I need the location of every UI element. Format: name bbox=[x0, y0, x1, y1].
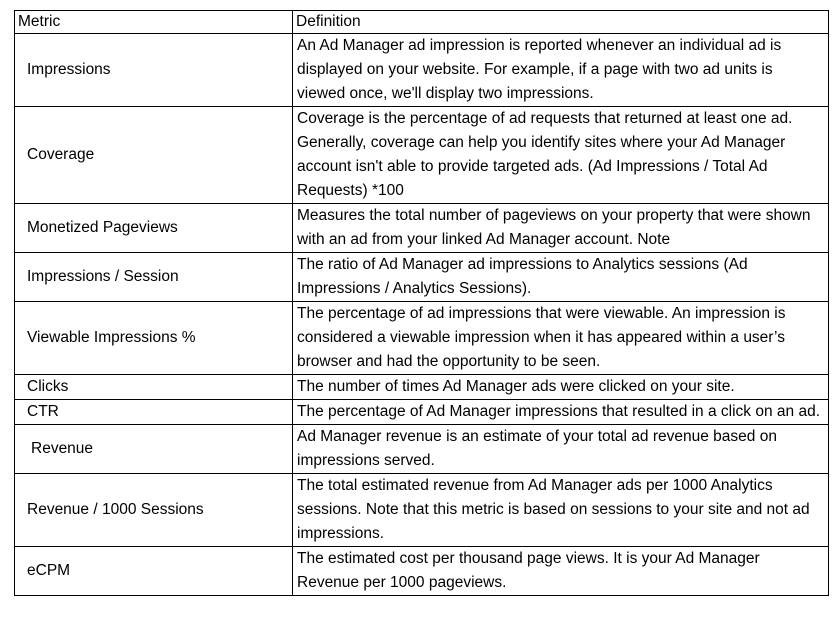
table-row bbox=[15, 400, 829, 425]
metric-cell: Coverage bbox=[15, 107, 293, 204]
metric-cell: Clicks bbox=[15, 375, 293, 400]
header-metric: Metric bbox=[15, 11, 293, 34]
metrics-table-container bbox=[14, 10, 829, 596]
definition-cell: The percentage of ad impressions that were viewable. An impression is considered a viewable impression when it has appeared within a user’s browser and had the opportunity to be seen. bbox=[293, 302, 829, 375]
metrics-definition-table bbox=[14, 10, 829, 596]
metric-cell: Revenue / 1000 Sessions bbox=[15, 474, 293, 547]
table-row bbox=[15, 425, 829, 474]
table-row bbox=[15, 474, 829, 547]
definition-cell: The total estimated revenue from Ad Manager ads per 1000 Analytics sessions. Note that this metric is based on sessions to your site and not ad impressions. bbox=[293, 474, 829, 547]
definition-cell: Ad Manager revenue is an estimate of your total ad revenue based on impressions served. bbox=[293, 425, 829, 474]
definition-cell: The ratio of Ad Manager ad impressions to Analytics sessions (Ad Impressions / Analytics Sessions). bbox=[293, 253, 829, 302]
table-row bbox=[15, 34, 829, 107]
metric-cell: Monetized Pageviews bbox=[15, 204, 293, 253]
metric-cell: eCPM bbox=[15, 547, 293, 596]
definition-cell: Measures the total number of pageviews on your property that were shown with an ad from your linked Ad Manager account. Note bbox=[293, 204, 829, 253]
definition-cell: Coverage is the percentage of ad requests that returned at least one ad. Generally, coverage can help you identify sites where your Ad Manager account isn't able to provide targeted ads. (Ad Impressions / Total Ad Requests) *100 bbox=[293, 107, 829, 204]
metric-cell: Impressions / Session bbox=[15, 253, 293, 302]
table-row bbox=[15, 204, 829, 253]
definition-cell: An Ad Manager ad impression is reported whenever an individual ad is displayed on your website. For example, if a page with two ad units is viewed once, we'll display two impressions. bbox=[293, 34, 829, 107]
header-definition: Definition bbox=[293, 11, 829, 34]
metric-cell: Viewable Impressions % bbox=[15, 302, 293, 375]
table-row bbox=[15, 375, 829, 400]
metric-cell: CTR bbox=[15, 400, 293, 425]
table-row bbox=[15, 107, 829, 204]
metric-cell: Impressions bbox=[15, 34, 293, 107]
table-row bbox=[15, 547, 829, 596]
table-header-row bbox=[15, 11, 829, 34]
definition-cell: The percentage of Ad Manager impressions that resulted in a click on an ad. bbox=[293, 400, 829, 425]
metric-cell: Revenue bbox=[15, 425, 293, 474]
table-row bbox=[15, 302, 829, 375]
table-row bbox=[15, 253, 829, 302]
definition-cell: The number of times Ad Manager ads were clicked on your site. bbox=[293, 375, 829, 400]
definition-cell: The estimated cost per thousand page views. It is your Ad Manager Revenue per 1000 pageviews. bbox=[293, 547, 829, 596]
